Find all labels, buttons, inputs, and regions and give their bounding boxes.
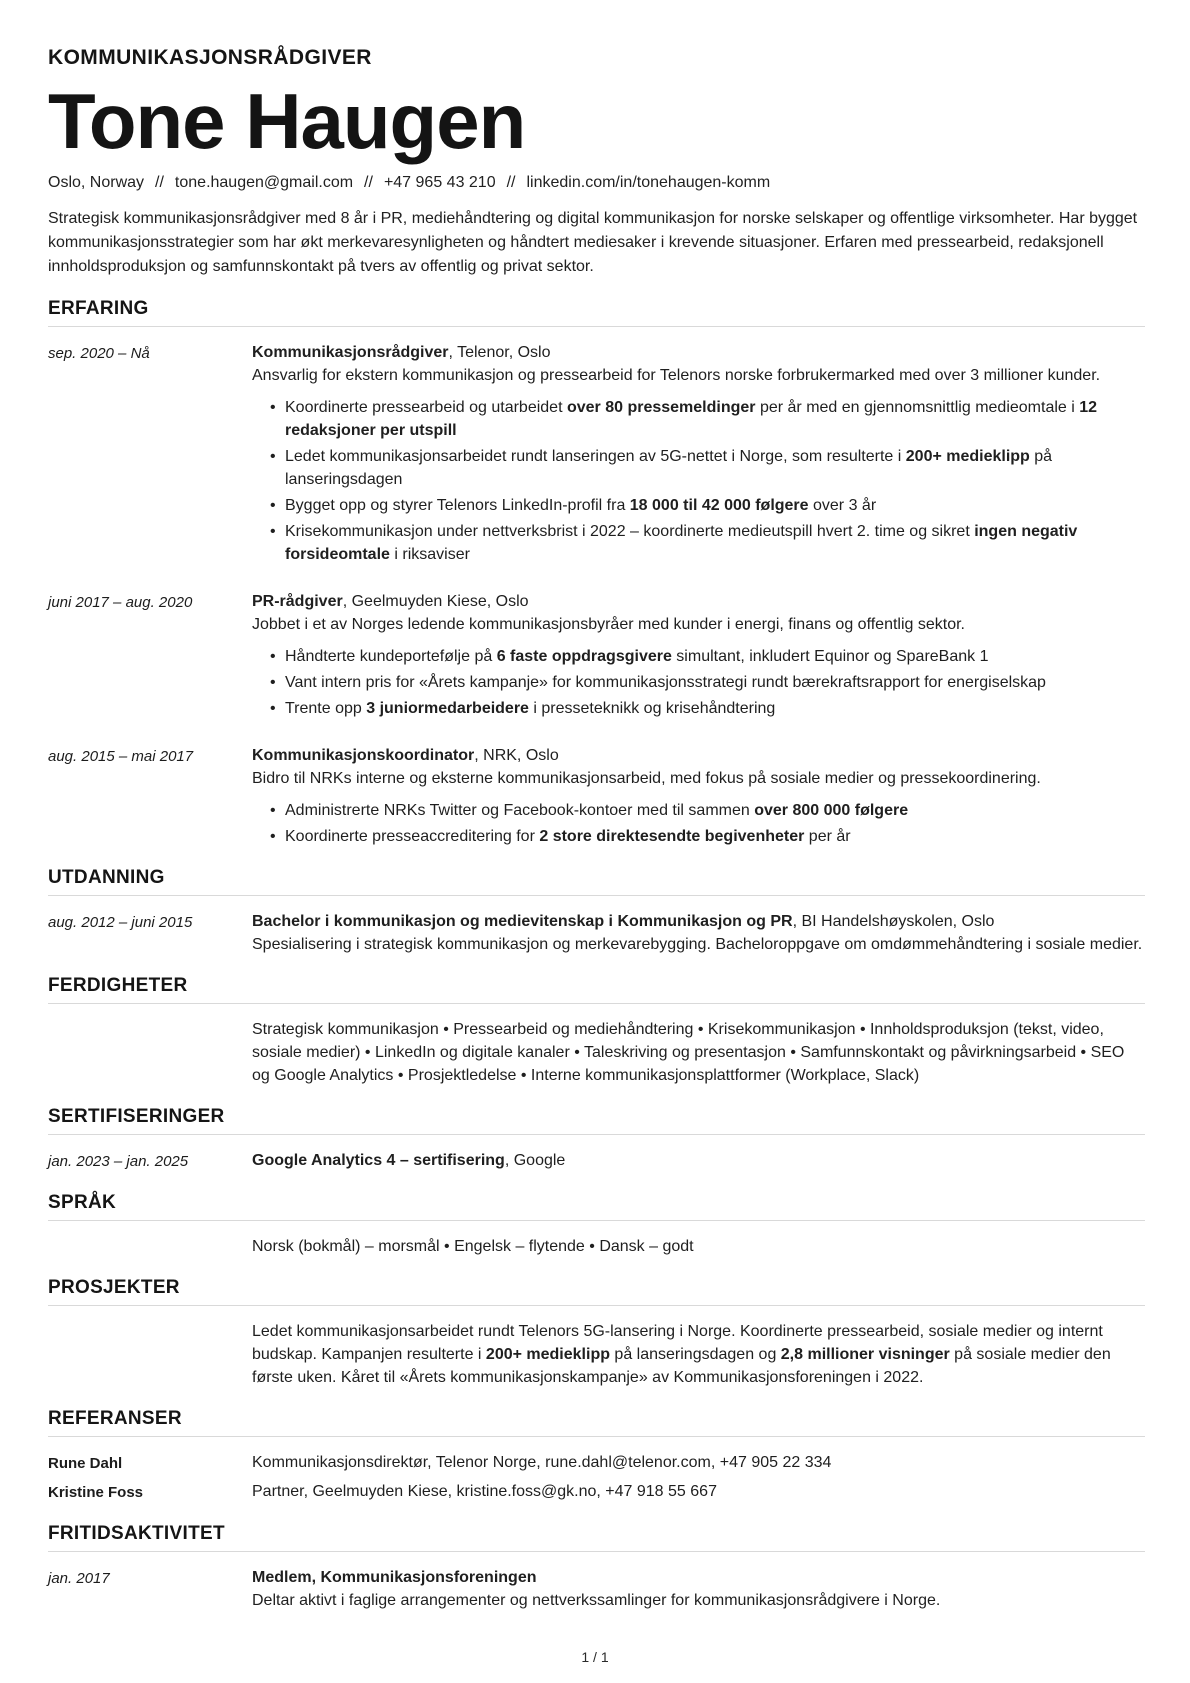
entry-bullet — [252, 799, 1145, 822]
entry-content — [252, 1018, 1145, 1087]
section-body — [48, 1437, 1145, 1504]
text-run: på lanseringsdagen og — [609, 1346, 781, 1363]
text-run: , NRK, Oslo — [474, 747, 559, 764]
candidate-name: Tone Haugen — [48, 77, 526, 165]
text-run: , Google — [504, 1152, 566, 1169]
text-run: Koordinerte pressearbeid og utarbeidet — [285, 399, 567, 416]
highlight-text: 18 000 til 42 000 følgere — [629, 497, 809, 514]
section-body — [48, 1135, 1145, 1173]
entry — [48, 1320, 1145, 1389]
entry-date: sep. 2020 – Nå — [48, 345, 150, 362]
highlight-text: Google Analytics 4 – sertifisering — [252, 1152, 505, 1169]
highlight-text: 200+ medieklipp — [485, 1346, 610, 1363]
contact-phone: +47 965 43 210 — [383, 174, 496, 191]
entry-title — [252, 1149, 1145, 1172]
entry-date: jan. 2017 — [48, 1570, 110, 1587]
entry — [48, 744, 1145, 848]
highlight-text: 6 faste oppdragsgivere — [496, 648, 672, 665]
highlight-text: PR-rådgiver — [252, 593, 343, 610]
entry-lead: Bidro til NRKs interne og eksterne kommunikasjonsarbeid, med fokus på sosiale medier og pressekoordinering. — [252, 770, 1041, 787]
entry-content — [252, 1149, 1145, 1173]
entry-content — [252, 1566, 1145, 1612]
entry-bullet — [252, 697, 1145, 720]
section-fritidsaktivitet — [48, 1522, 1145, 1612]
entry-content — [252, 1320, 1145, 1389]
entry-content — [252, 744, 1145, 848]
role-label: KOMMUNIKASJONSRÅDGIVER — [48, 46, 372, 69]
section-title: UTDANNING — [48, 867, 165, 888]
text-run: i riksaviser — [389, 546, 470, 563]
entry — [48, 590, 1145, 720]
text-run: på lanseringsdagen — [285, 448, 1053, 488]
text-run: Ledet kommunikasjonsarbeidet rundt lanseringen av 5G-nettet i Norge, som resulterte i — [285, 448, 906, 465]
entry-bullet — [252, 445, 1145, 491]
entry — [48, 1566, 1145, 1612]
entry-content — [252, 1235, 1145, 1258]
text-run: over 3 år — [808, 497, 877, 514]
entry-title — [252, 744, 1145, 767]
text-run: Strategisk kommunikasjon • Pressearbeid og mediehåndtering • Krisekommunikasjon • Innholdsproduksjon (tekst, video, sosiale medier) • LinkedIn og digitale kanaler • Taleskriving og presentasjon • Samfunnskontakt og påvirkningsarbeid • SEO og Google Analytics • Prosjektledelse • Interne kommunikasjonsplattformer (Workplace, Slack) — [252, 1021, 1125, 1084]
entry-content — [252, 341, 1145, 566]
section-referanser — [48, 1407, 1145, 1504]
entry-paragraph — [252, 1320, 1145, 1389]
entry-bullet — [252, 825, 1145, 848]
highlight-text: 200+ medieklipp — [905, 448, 1030, 465]
section-prosjekter — [48, 1276, 1145, 1389]
highlight-text: over 80 pressemeldinger — [566, 399, 756, 416]
section-title: PROSJEKTER — [48, 1277, 180, 1298]
contact-email: tone.haugen@gmail.com — [174, 174, 354, 191]
entry-date: aug. 2012 – juni 2015 — [48, 914, 193, 931]
entry-paragraph — [252, 1235, 1145, 1258]
text-run: Krisekommunikasjon under nettverksbrist i 2022 – koordinerte medieutspill hvert 2. time og sikret — [285, 523, 975, 540]
entry-bullets — [252, 396, 1145, 566]
section-ferdigheter — [48, 974, 1145, 1087]
sections — [48, 297, 1145, 1612]
highlight-text: 12 redaksjoner per utspill — [285, 399, 1098, 439]
highlight-text: 3 juniormedarbeidere — [366, 700, 529, 717]
section-body — [48, 896, 1145, 956]
contact-line — [48, 171, 1145, 195]
section-title: SPRÅK — [48, 1192, 117, 1213]
reference-name: Kristine Foss — [48, 1484, 144, 1501]
entry-lead: Deltar aktivt i faglige arrangementer og nettverkssamlinger for kommunikasjonsrådgivere i Norge. — [252, 1592, 941, 1609]
entry-date: juni 2017 – aug. 2020 — [48, 594, 193, 611]
entry — [48, 910, 1145, 956]
text-run: , Geelmuyden Kiese, Oslo — [342, 593, 529, 610]
entry-bullet — [252, 396, 1145, 442]
entry — [48, 1451, 1145, 1475]
section-title: FRITIDSAKTIVITET — [48, 1523, 225, 1544]
summary-text: Strategisk kommunikasjonsrådgiver med 8 år i PR, mediehåndtering og digital kommunikasjon for norske selskaper og offentlige virksomheter. Har bygget kommunikasjonsstrategier som har økt merkevaresynligheten og håndtert mediesaker i krevende situasjoner. Erfaren med pressearbeid, redaksjonell innholdsproduksjon og samfunnskontakt på tvers av offentlig og privat sektor. — [48, 210, 1138, 275]
section-sprak — [48, 1191, 1145, 1258]
highlight-text: Kommunikasjonskoordinator — [252, 747, 475, 764]
text-run: per år — [804, 828, 851, 845]
entry-date — [48, 1018, 252, 1087]
reference-name: Rune Dahl — [48, 1455, 123, 1472]
text-run: Norsk (bokmål) – morsmål • Engelsk – flytende • Dansk – godt — [252, 1238, 694, 1255]
entry-lead: Ansvarlig for ekstern kommunikasjon og pressearbeid for Telenors norske forbrukermarked med over 3 millioner kunder. — [252, 367, 1101, 384]
section-body — [48, 327, 1145, 848]
resume-header — [48, 45, 1145, 279]
entry-date: aug. 2015 – mai 2017 — [48, 748, 194, 765]
entry-content — [252, 1480, 1145, 1504]
entry-title — [252, 1566, 1145, 1589]
page-footer — [0, 1648, 1190, 1666]
text-run: Koordinerte presseaccreditering for — [285, 828, 540, 845]
text-run: Vant intern pris for «Årets kampanje» for kommunikasjonsstrategi rundt bærekraftsrapport for energiselskap — [285, 674, 1046, 691]
section-title: FERDIGHETER — [48, 975, 188, 996]
text-run: simultant, inkludert Equinor og SpareBank 1 — [671, 648, 989, 665]
highlight-text: 2 store direktesendte begivenheter — [539, 828, 805, 845]
entry-bullets — [252, 799, 1145, 848]
text-run: , Telenor, Oslo — [448, 344, 551, 361]
contact-linkedin: linkedin.com/in/tonehaugen-komm — [526, 174, 771, 191]
section-body — [48, 1306, 1145, 1389]
highlight-text: Bachelor i kommunikasjon og medievitenskap i Kommunikasjon og PR — [252, 913, 793, 930]
text-run: , BI Handelshøyskolen, Oslo — [792, 913, 995, 930]
section-utdanning — [48, 866, 1145, 956]
text-run: per år med en gjennomsnittlig medieomtale i — [755, 399, 1080, 416]
entry-bullet — [252, 671, 1145, 694]
text-run: Bygget opp og styrer Telenors LinkedIn-profil fra — [285, 497, 630, 514]
entry-date — [48, 1235, 252, 1258]
contact-separator: // — [364, 174, 373, 191]
section-erfaring — [48, 297, 1145, 848]
entry-bullets — [252, 645, 1145, 720]
highlight-text: 2,8 millioner visninger — [780, 1346, 950, 1363]
entry — [48, 1235, 1145, 1258]
entry — [48, 1149, 1145, 1173]
section-body — [48, 1004, 1145, 1087]
entry-content — [252, 590, 1145, 720]
reference-details: Partner, Geelmuyden Kiese, kristine.foss@gk.no, +47 918 55 667 — [252, 1483, 717, 1500]
text-run: Håndterte kundeportefølje på — [285, 648, 497, 665]
entry-bullet — [252, 494, 1145, 517]
entry-content — [252, 910, 1145, 956]
entry-title — [252, 341, 1145, 364]
highlight-text: Medlem, Kommunikasjonsforeningen — [252, 1569, 537, 1586]
highlight-text: Kommunikasjonsrådgiver — [252, 344, 449, 361]
highlight-text: over 800 000 følgere — [754, 802, 909, 819]
entry-title — [252, 910, 1145, 933]
text-run: på sosiale medier den første uken. Kåret til «Årets kommunikasjonskampanje» av Kommunikasjonsforeningen i 2022. — [252, 1346, 1111, 1386]
contact-location: Oslo, Norway — [48, 174, 145, 191]
highlight-text: ingen negativ forsideomtale — [285, 523, 1078, 563]
text-run: i presseteknikk og krisehåndtering — [528, 700, 776, 717]
page-indicator: 1 / 1 — [581, 1649, 609, 1665]
entry-lead: Spesialisering i strategisk kommunikasjon og merkevarebygging. Bacheloroppgave om omdømmehåndtering i sosiale medier. — [252, 936, 1143, 953]
text-run: Trente opp — [285, 700, 367, 717]
entry-date — [48, 1320, 252, 1389]
entry-bullet — [252, 645, 1145, 668]
entry-date: jan. 2023 – jan. 2025 — [48, 1153, 189, 1170]
contact-separator: // — [155, 174, 164, 191]
text-run: Ledet kommunikasjonsarbeidet rundt Telenors 5G-lansering i Norge. Koordinerte pressearbeid, sosiale medier og internt budskap. Kampanjen resulterte i — [252, 1323, 1103, 1363]
entry — [48, 1480, 1145, 1504]
entry — [48, 341, 1145, 566]
entry-lead: Jobbet i et av Norges ledende kommunikasjonsbyråer med kunder i energi, finans og offentlig sektor. — [252, 616, 965, 633]
section-sertifiseringer — [48, 1105, 1145, 1173]
entry-content — [252, 1451, 1145, 1475]
contact-separator: // — [506, 174, 516, 191]
section-title: SERTIFISERINGER — [48, 1106, 225, 1127]
entry-paragraph — [252, 1018, 1145, 1087]
entry-title — [252, 590, 1145, 613]
entry-bullet — [252, 520, 1145, 566]
section-title: ERFARING — [48, 298, 149, 319]
text-run: Administrerte NRKs Twitter og Facebook-kontoer med til sammen — [285, 802, 755, 819]
section-title: REFERANSER — [48, 1408, 182, 1429]
section-body — [48, 1552, 1145, 1612]
section-body — [48, 1221, 1145, 1258]
entry — [48, 1018, 1145, 1087]
reference-details: Kommunikasjonsdirektør, Telenor Norge, rune.dahl@telenor.com, +47 905 22 334 — [252, 1454, 832, 1471]
